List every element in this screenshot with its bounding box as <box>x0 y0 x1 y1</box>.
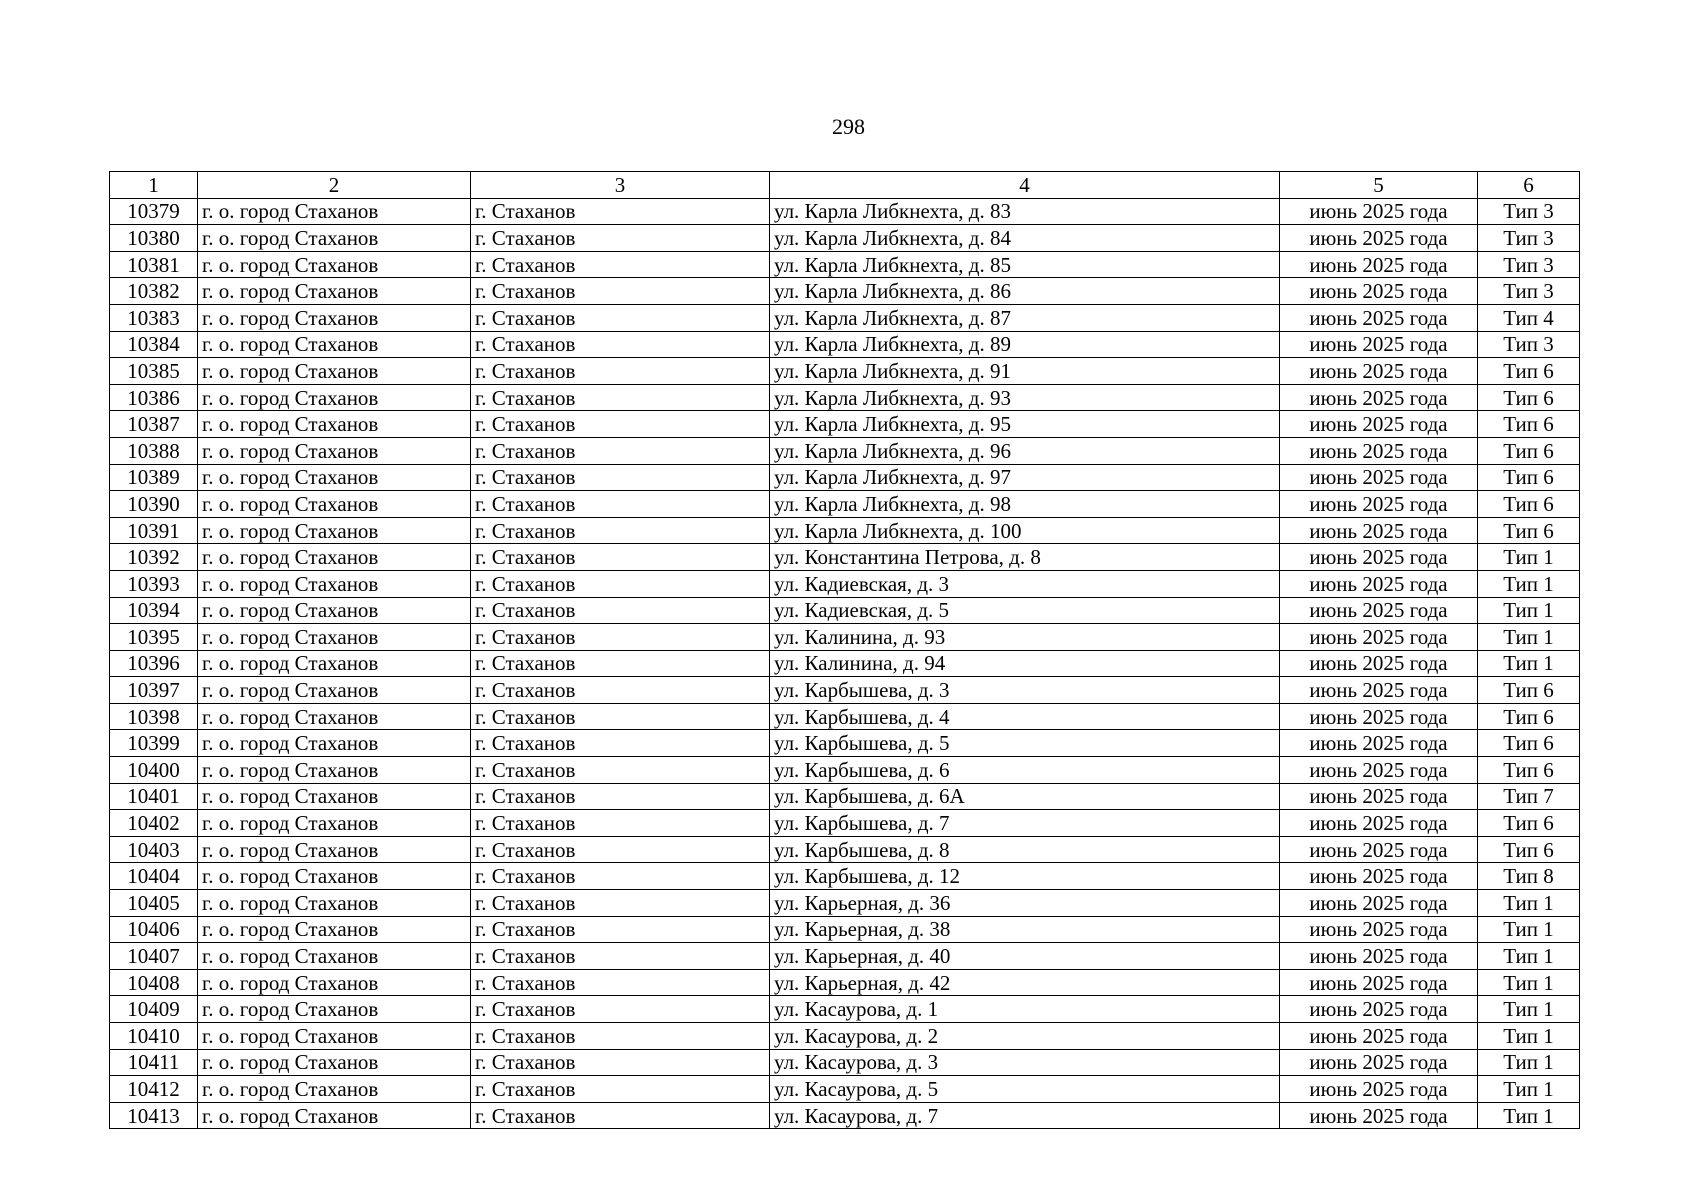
cell-address: ул. Карла Либкнехта, д. 91 <box>770 358 1280 385</box>
cell-settlement: г. Стаханов <box>471 624 770 651</box>
cell-row-number: 10381 <box>110 251 198 278</box>
cell-period: июнь 2025 года <box>1280 251 1478 278</box>
table-row <box>110 597 1580 624</box>
cell-period: июнь 2025 года <box>1280 757 1478 784</box>
cell-municipality: г. о. город Стаханов <box>198 384 471 411</box>
cell-period: июнь 2025 года <box>1280 1102 1478 1129</box>
cell-municipality: г. о. город Стаханов <box>198 570 471 597</box>
cell-address: ул. Карбышева, д. 4 <box>770 703 1280 730</box>
cell-address: ул. Карла Либкнехта, д. 98 <box>770 491 1280 518</box>
cell-settlement: г. Стаханов <box>471 1049 770 1076</box>
cell-type: Тип 6 <box>1478 358 1580 385</box>
cell-type: Тип 6 <box>1478 703 1580 730</box>
cell-settlement: г. Стаханов <box>471 251 770 278</box>
cell-municipality: г. о. город Стаханов <box>198 1076 471 1103</box>
cell-period: июнь 2025 года <box>1280 730 1478 757</box>
cell-row-number: 10385 <box>110 358 198 385</box>
cell-settlement: г. Стаханов <box>471 544 770 571</box>
cell-address: ул. Карбышева, д. 7 <box>770 810 1280 837</box>
cell-address: ул. Карла Либкнехта, д. 85 <box>770 251 1280 278</box>
table-row <box>110 384 1580 411</box>
cell-type: Тип 1 <box>1478 570 1580 597</box>
table-row <box>110 624 1580 651</box>
cell-municipality: г. о. город Стаханов <box>198 464 471 491</box>
cell-row-number: 10387 <box>110 411 198 438</box>
cell-settlement: г. Стаханов <box>471 863 770 890</box>
table-row <box>110 969 1580 996</box>
cell-period: июнь 2025 года <box>1280 570 1478 597</box>
cell-period: июнь 2025 года <box>1280 491 1478 518</box>
cell-municipality: г. о. город Стаханов <box>198 225 471 252</box>
cell-type: Тип 7 <box>1478 783 1580 810</box>
cell-municipality: г. о. город Стаханов <box>198 1102 471 1129</box>
cell-type: Тип 6 <box>1478 730 1580 757</box>
cell-period: июнь 2025 года <box>1280 544 1478 571</box>
cell-type: Тип 6 <box>1478 757 1580 784</box>
cell-municipality: г. о. город Стаханов <box>198 650 471 677</box>
cell-address: ул. Карла Либкнехта, д. 84 <box>770 225 1280 252</box>
cell-period: июнь 2025 года <box>1280 703 1478 730</box>
table-row <box>110 251 1580 278</box>
cell-type: Тип 6 <box>1478 491 1580 518</box>
cell-type: Тип 6 <box>1478 677 1580 704</box>
cell-settlement: г. Стаханов <box>471 890 770 917</box>
cell-settlement: г. Стаханов <box>471 757 770 784</box>
cell-settlement: г. Стаханов <box>471 783 770 810</box>
cell-period: июнь 2025 года <box>1280 916 1478 943</box>
cell-municipality: г. о. город Стаханов <box>198 517 471 544</box>
table-row <box>110 517 1580 544</box>
cell-row-number: 10404 <box>110 863 198 890</box>
column-header-4: 4 <box>770 172 1280 199</box>
cell-row-number: 10398 <box>110 703 198 730</box>
cell-settlement: г. Стаханов <box>471 1076 770 1103</box>
cell-address: ул. Карла Либкнехта, д. 83 <box>770 198 1280 225</box>
cell-period: июнь 2025 года <box>1280 278 1478 305</box>
cell-row-number: 10386 <box>110 384 198 411</box>
cell-row-number: 10388 <box>110 437 198 464</box>
cell-settlement: г. Стаханов <box>471 969 770 996</box>
cell-period: июнь 2025 года <box>1280 517 1478 544</box>
cell-type: Тип 1 <box>1478 996 1580 1023</box>
cell-type: Тип 4 <box>1478 304 1580 331</box>
cell-period: июнь 2025 года <box>1280 996 1478 1023</box>
cell-settlement: г. Стаханов <box>471 1023 770 1050</box>
cell-municipality: г. о. город Стаханов <box>198 278 471 305</box>
cell-period: июнь 2025 года <box>1280 198 1478 225</box>
table-header-row <box>110 172 1580 199</box>
table-row <box>110 863 1580 890</box>
table-body <box>110 198 1580 1129</box>
table-row <box>110 304 1580 331</box>
cell-address: ул. Константина Петрова, д. 8 <box>770 544 1280 571</box>
table-row <box>110 890 1580 917</box>
cell-municipality: г. о. город Стаханов <box>198 916 471 943</box>
cell-type: Тип 1 <box>1478 1076 1580 1103</box>
cell-settlement: г. Стаханов <box>471 331 770 358</box>
cell-municipality: г. о. город Стаханов <box>198 1049 471 1076</box>
cell-settlement: г. Стаханов <box>471 943 770 970</box>
page-number: 298 <box>832 114 865 139</box>
table-row <box>110 836 1580 863</box>
cell-municipality: г. о. город Стаханов <box>198 1023 471 1050</box>
cell-address: ул. Карла Либкнехта, д. 97 <box>770 464 1280 491</box>
cell-type: Тип 3 <box>1478 225 1580 252</box>
table-row <box>110 198 1580 225</box>
cell-municipality: г. о. город Стаханов <box>198 437 471 464</box>
table-row <box>110 1076 1580 1103</box>
cell-type: Тип 1 <box>1478 890 1580 917</box>
cell-municipality: г. о. город Стаханов <box>198 757 471 784</box>
cell-period: июнь 2025 года <box>1280 304 1478 331</box>
cell-municipality: г. о. город Стаханов <box>198 863 471 890</box>
cell-period: июнь 2025 года <box>1280 783 1478 810</box>
table-row <box>110 225 1580 252</box>
cell-municipality: г. о. город Стаханов <box>198 251 471 278</box>
cell-address: ул. Касаурова, д. 3 <box>770 1049 1280 1076</box>
cell-municipality: г. о. город Стаханов <box>198 544 471 571</box>
cell-municipality: г. о. город Стаханов <box>198 677 471 704</box>
cell-address: ул. Карбышева, д. 3 <box>770 677 1280 704</box>
cell-type: Тип 1 <box>1478 597 1580 624</box>
column-header-1: 1 <box>110 172 198 199</box>
table-row <box>110 916 1580 943</box>
cell-address: ул. Калинина, д. 93 <box>770 624 1280 651</box>
cell-row-number: 10400 <box>110 757 198 784</box>
cell-period: июнь 2025 года <box>1280 384 1478 411</box>
cell-municipality: г. о. город Стаханов <box>198 304 471 331</box>
cell-row-number: 10402 <box>110 810 198 837</box>
cell-row-number: 10406 <box>110 916 198 943</box>
cell-settlement: г. Стаханов <box>471 491 770 518</box>
table-row <box>110 464 1580 491</box>
cell-type: Тип 6 <box>1478 836 1580 863</box>
cell-period: июнь 2025 года <box>1280 358 1478 385</box>
cell-type: Тип 3 <box>1478 278 1580 305</box>
cell-row-number: 10401 <box>110 783 198 810</box>
cell-type: Тип 1 <box>1478 943 1580 970</box>
cell-row-number: 10408 <box>110 969 198 996</box>
cell-address: ул. Касаурова, д. 1 <box>770 996 1280 1023</box>
table-row <box>110 810 1580 837</box>
table-row <box>110 650 1580 677</box>
cell-address: ул. Карбышева, д. 8 <box>770 836 1280 863</box>
cell-row-number: 10396 <box>110 650 198 677</box>
cell-period: июнь 2025 года <box>1280 464 1478 491</box>
cell-municipality: г. о. город Стаханов <box>198 597 471 624</box>
cell-settlement: г. Стаханов <box>471 677 770 704</box>
table-row <box>110 331 1580 358</box>
cell-settlement: г. Стаханов <box>471 570 770 597</box>
cell-row-number: 10412 <box>110 1076 198 1103</box>
cell-address: ул. Карла Либкнехта, д. 93 <box>770 384 1280 411</box>
cell-type: Тип 1 <box>1478 916 1580 943</box>
cell-period: июнь 2025 года <box>1280 597 1478 624</box>
table-row <box>110 278 1580 305</box>
cell-address: ул. Касаурова, д. 7 <box>770 1102 1280 1129</box>
cell-settlement: г. Стаханов <box>471 225 770 252</box>
cell-row-number: 10403 <box>110 836 198 863</box>
cell-municipality: г. о. город Стаханов <box>198 703 471 730</box>
cell-type: Тип 1 <box>1478 624 1580 651</box>
table-row <box>110 437 1580 464</box>
cell-address: ул. Карьерная, д. 42 <box>770 969 1280 996</box>
cell-row-number: 10391 <box>110 517 198 544</box>
table-row <box>110 996 1580 1023</box>
cell-period: июнь 2025 года <box>1280 943 1478 970</box>
cell-municipality: г. о. город Стаханов <box>198 890 471 917</box>
cell-row-number: 10411 <box>110 1049 198 1076</box>
table-row <box>110 544 1580 571</box>
cell-settlement: г. Стаханов <box>471 703 770 730</box>
cell-row-number: 10410 <box>110 1023 198 1050</box>
table-row <box>110 491 1580 518</box>
cell-address: ул. Карьерная, д. 36 <box>770 890 1280 917</box>
cell-period: июнь 2025 года <box>1280 437 1478 464</box>
cell-type: Тип 1 <box>1478 1102 1580 1129</box>
cell-municipality: г. о. город Стаханов <box>198 411 471 438</box>
cell-municipality: г. о. город Стаханов <box>198 198 471 225</box>
column-header-2: 2 <box>198 172 471 199</box>
cell-address: ул. Калинина, д. 94 <box>770 650 1280 677</box>
cell-row-number: 10394 <box>110 597 198 624</box>
cell-period: июнь 2025 года <box>1280 411 1478 438</box>
cell-address: ул. Карла Либкнехта, д. 96 <box>770 437 1280 464</box>
cell-row-number: 10395 <box>110 624 198 651</box>
cell-settlement: г. Стаханов <box>471 996 770 1023</box>
cell-period: июнь 2025 года <box>1280 677 1478 704</box>
cell-address: ул. Карбышева, д. 12 <box>770 863 1280 890</box>
cell-address: ул. Карла Либкнехта, д. 95 <box>770 411 1280 438</box>
cell-type: Тип 8 <box>1478 863 1580 890</box>
cell-municipality: г. о. город Стаханов <box>198 969 471 996</box>
cell-type: Тип 6 <box>1478 517 1580 544</box>
cell-settlement: г. Стаханов <box>471 1102 770 1129</box>
cell-period: июнь 2025 года <box>1280 1076 1478 1103</box>
table-row <box>110 1023 1580 1050</box>
cell-settlement: г. Стаханов <box>471 464 770 491</box>
cell-address: ул. Карла Либкнехта, д. 86 <box>770 278 1280 305</box>
cell-period: июнь 2025 года <box>1280 624 1478 651</box>
cell-address: ул. Касаурова, д. 2 <box>770 1023 1280 1050</box>
table-row <box>110 1049 1580 1076</box>
cell-period: июнь 2025 года <box>1280 863 1478 890</box>
cell-address: ул. Карьерная, д. 38 <box>770 916 1280 943</box>
cell-address: ул. Карьерная, д. 40 <box>770 943 1280 970</box>
cell-type: Тип 6 <box>1478 437 1580 464</box>
cell-type: Тип 6 <box>1478 411 1580 438</box>
cell-row-number: 10389 <box>110 464 198 491</box>
table-row <box>110 730 1580 757</box>
cell-address: ул. Касаурова, д. 5 <box>770 1076 1280 1103</box>
cell-settlement: г. Стаханов <box>471 198 770 225</box>
cell-address: ул. Карла Либкнехта, д. 89 <box>770 331 1280 358</box>
cell-row-number: 10379 <box>110 198 198 225</box>
cell-municipality: г. о. город Стаханов <box>198 624 471 651</box>
table-row <box>110 943 1580 970</box>
cell-row-number: 10384 <box>110 331 198 358</box>
cell-address: ул. Карла Либкнехта, д. 87 <box>770 304 1280 331</box>
cell-settlement: г. Стаханов <box>471 836 770 863</box>
cell-settlement: г. Стаханов <box>471 810 770 837</box>
cell-settlement: г. Стаханов <box>471 916 770 943</box>
table-row <box>110 677 1580 704</box>
cell-row-number: 10413 <box>110 1102 198 1129</box>
cell-municipality: г. о. город Стаханов <box>198 836 471 863</box>
cell-settlement: г. Стаханов <box>471 597 770 624</box>
cell-type: Тип 1 <box>1478 650 1580 677</box>
cell-type: Тип 6 <box>1478 464 1580 491</box>
cell-settlement: г. Стаханов <box>471 384 770 411</box>
cell-municipality: г. о. город Стаханов <box>198 730 471 757</box>
cell-row-number: 10390 <box>110 491 198 518</box>
cell-row-number: 10382 <box>110 278 198 305</box>
cell-period: июнь 2025 года <box>1280 331 1478 358</box>
cell-period: июнь 2025 года <box>1280 1049 1478 1076</box>
column-header-3: 3 <box>471 172 770 199</box>
cell-type: Тип 6 <box>1478 810 1580 837</box>
cell-period: июнь 2025 года <box>1280 650 1478 677</box>
cell-row-number: 10405 <box>110 890 198 917</box>
cell-row-number: 10392 <box>110 544 198 571</box>
cell-type: Тип 3 <box>1478 251 1580 278</box>
cell-row-number: 10399 <box>110 730 198 757</box>
column-header-5: 5 <box>1280 172 1478 199</box>
cell-type: Тип 1 <box>1478 969 1580 996</box>
cell-type: Тип 3 <box>1478 198 1580 225</box>
cell-municipality: г. о. город Стаханов <box>198 783 471 810</box>
cell-address: ул. Кадиевская, д. 5 <box>770 597 1280 624</box>
table-row <box>110 1102 1580 1129</box>
cell-municipality: г. о. город Стаханов <box>198 491 471 518</box>
cell-period: июнь 2025 года <box>1280 810 1478 837</box>
cell-address: ул. Карбышева, д. 6А <box>770 783 1280 810</box>
cell-row-number: 10393 <box>110 570 198 597</box>
cell-type: Тип 1 <box>1478 544 1580 571</box>
cell-settlement: г. Стаханов <box>471 358 770 385</box>
cell-period: июнь 2025 года <box>1280 969 1478 996</box>
cell-settlement: г. Стаханов <box>471 437 770 464</box>
cell-row-number: 10407 <box>110 943 198 970</box>
cell-period: июнь 2025 года <box>1280 1023 1478 1050</box>
column-header-6: 6 <box>1478 172 1580 199</box>
cell-type: Тип 6 <box>1478 384 1580 411</box>
cell-period: июнь 2025 года <box>1280 225 1478 252</box>
cell-settlement: г. Стаханов <box>471 304 770 331</box>
registry-table <box>109 171 1580 1129</box>
cell-settlement: г. Стаханов <box>471 730 770 757</box>
cell-row-number: 10380 <box>110 225 198 252</box>
cell-period: июнь 2025 года <box>1280 836 1478 863</box>
cell-municipality: г. о. город Стаханов <box>198 943 471 970</box>
cell-row-number: 10397 <box>110 677 198 704</box>
table-row <box>110 411 1580 438</box>
cell-municipality: г. о. город Стаханов <box>198 331 471 358</box>
cell-settlement: г. Стаханов <box>471 650 770 677</box>
cell-municipality: г. о. город Стаханов <box>198 358 471 385</box>
cell-address: ул. Карбышева, д. 5 <box>770 730 1280 757</box>
cell-address: ул. Кадиевская, д. 3 <box>770 570 1280 597</box>
cell-period: июнь 2025 года <box>1280 890 1478 917</box>
cell-municipality: г. о. город Стаханов <box>198 996 471 1023</box>
cell-settlement: г. Стаханов <box>471 517 770 544</box>
table-row <box>110 703 1580 730</box>
cell-row-number: 10409 <box>110 996 198 1023</box>
cell-municipality: г. о. город Стаханов <box>198 810 471 837</box>
cell-settlement: г. Стаханов <box>471 411 770 438</box>
table-row <box>110 783 1580 810</box>
table-row <box>110 757 1580 784</box>
cell-type: Тип 3 <box>1478 331 1580 358</box>
table-row <box>110 358 1580 385</box>
cell-settlement: г. Стаханов <box>471 278 770 305</box>
table-row <box>110 570 1580 597</box>
cell-address: ул. Карла Либкнехта, д. 100 <box>770 517 1280 544</box>
cell-row-number: 10383 <box>110 304 198 331</box>
cell-type: Тип 1 <box>1478 1023 1580 1050</box>
cell-address: ул. Карбышева, д. 6 <box>770 757 1280 784</box>
cell-type: Тип 1 <box>1478 1049 1580 1076</box>
